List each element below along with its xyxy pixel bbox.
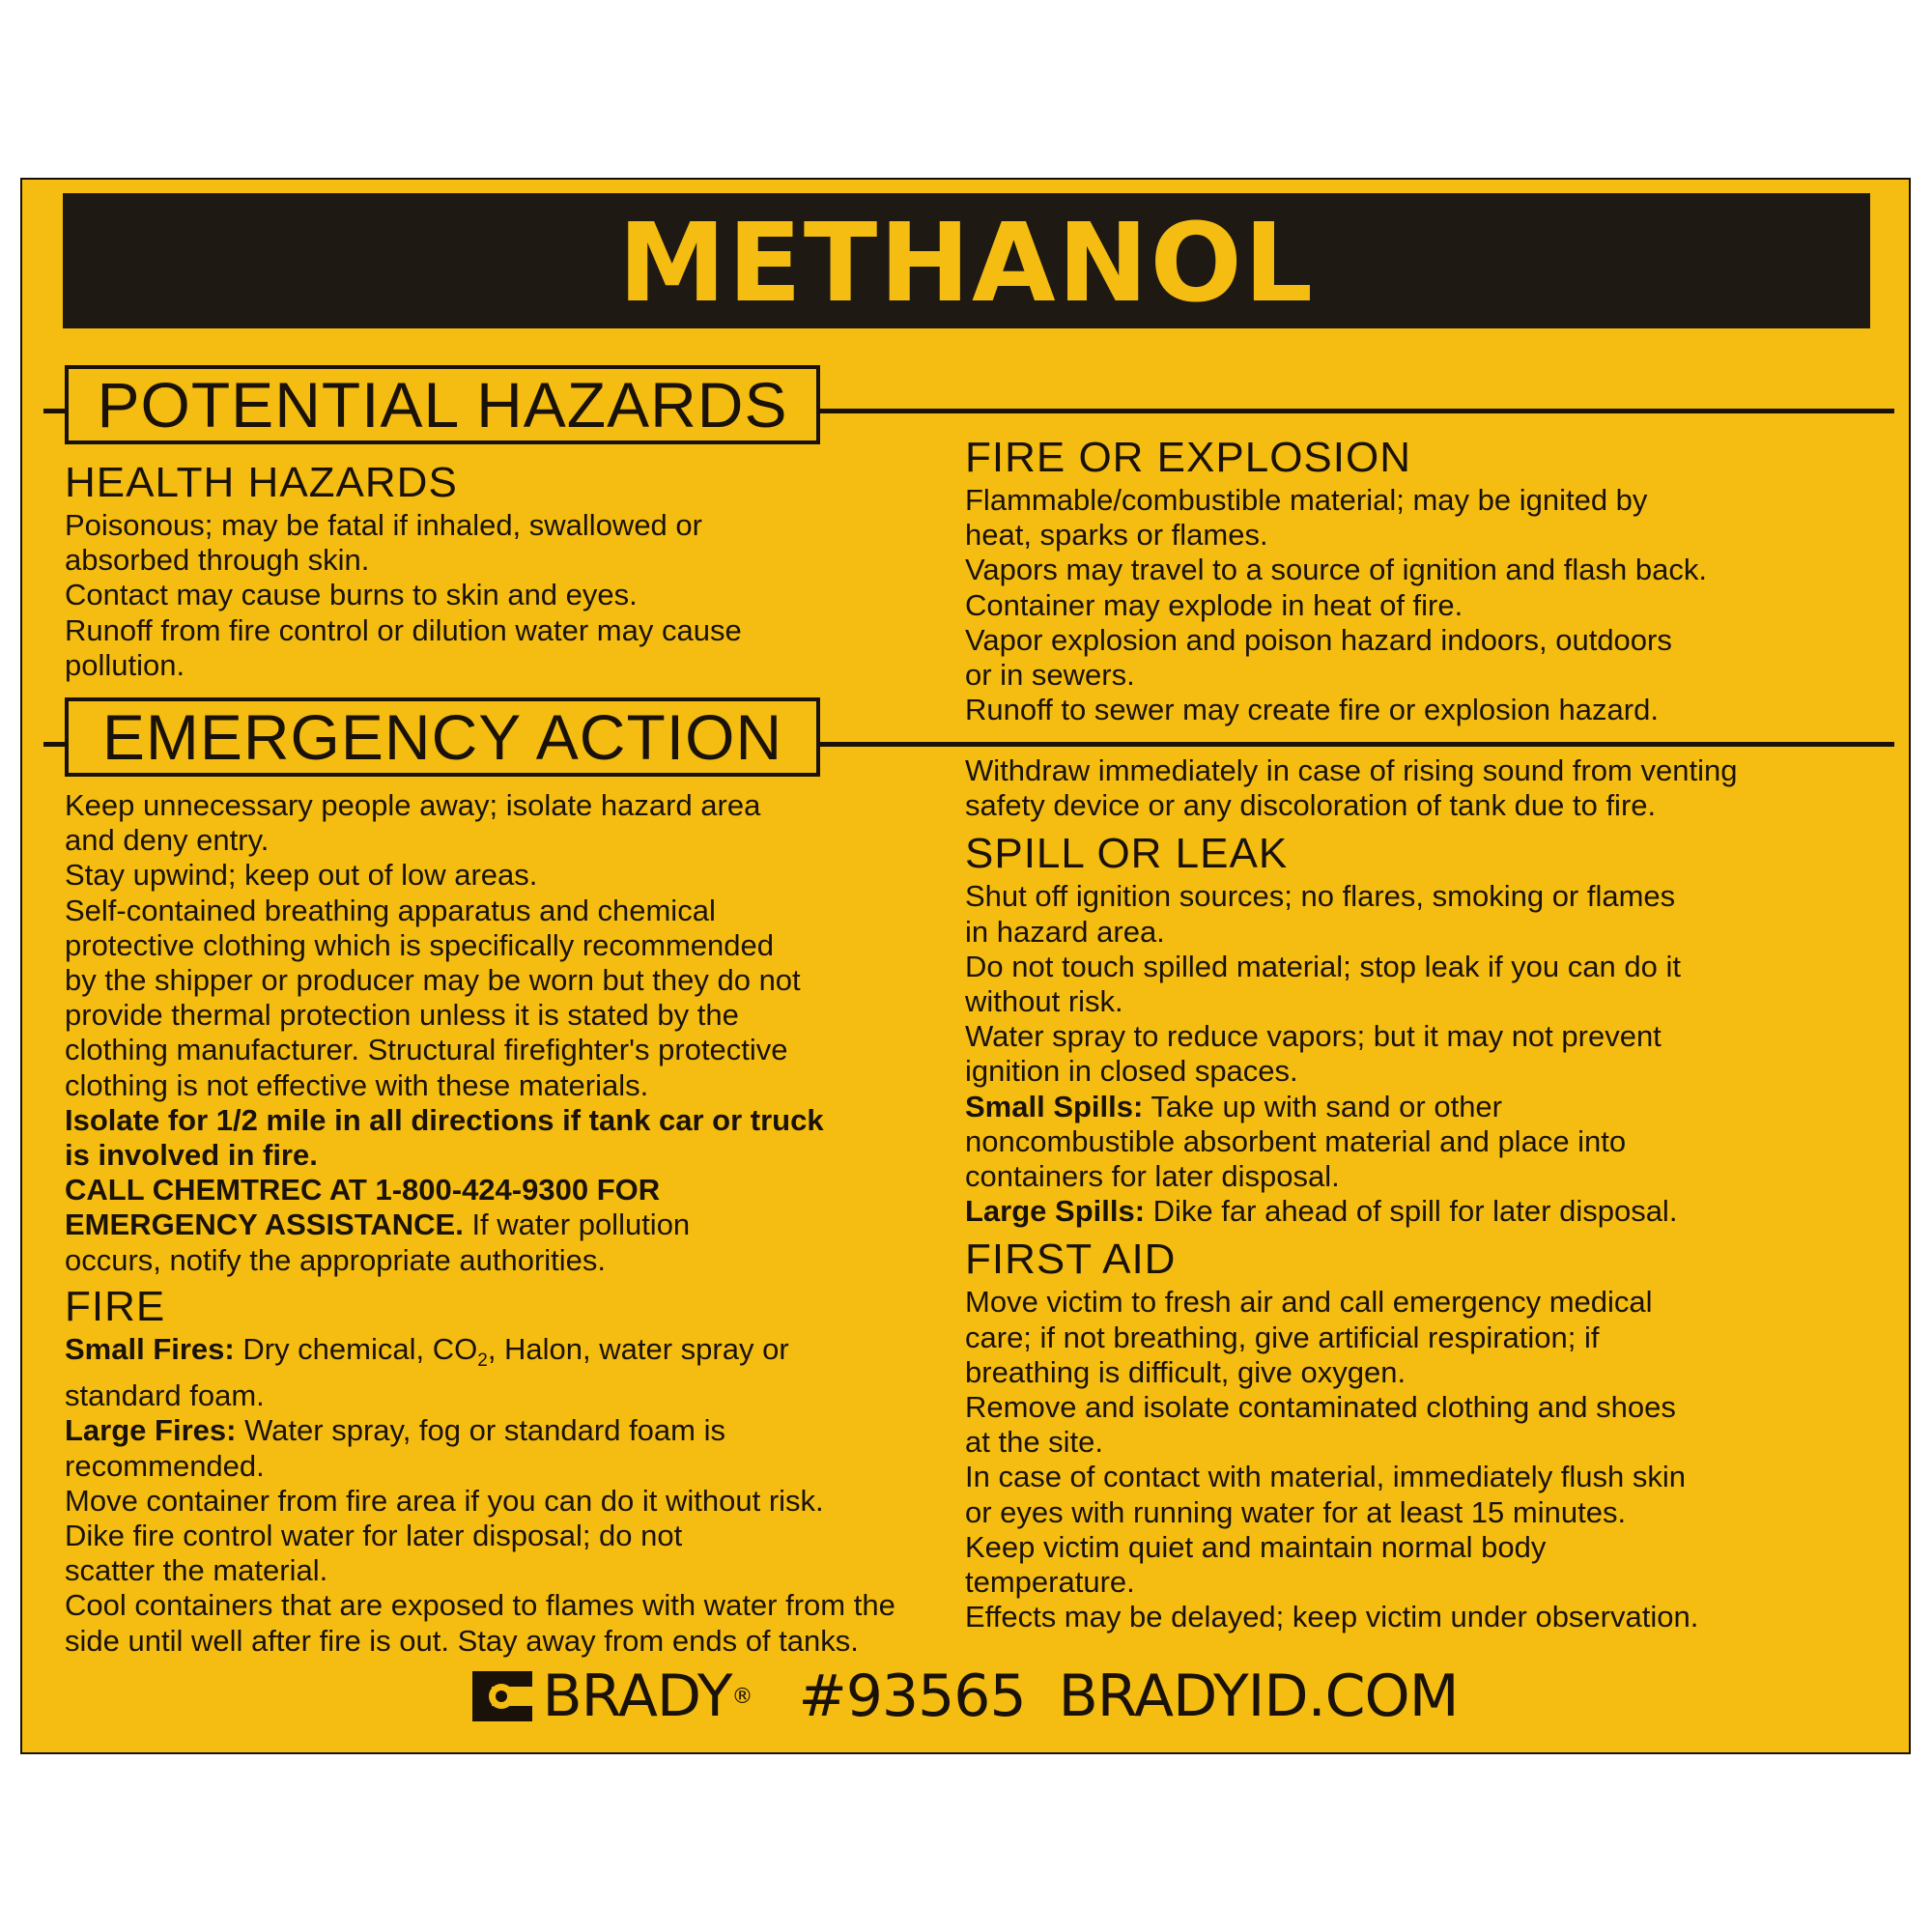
large-fires-text: [65, 1413, 934, 1483]
right-action-column: [965, 753, 1892, 1634]
large-spills-label: Large Spills:: [965, 1194, 1146, 1229]
fire-explosion-heading: FIRE OR EXPLOSION: [965, 434, 1411, 481]
small-spills-text-body: Take up with sand or other noncombustible absorbent material and place into containers for later disposal.: [965, 1089, 1627, 1194]
fire-more-text: Move container from fire area if you can do it without risk. Dike fire control water for later disposal; do not scatter the material. Cool containers that are exposed to flames with water from the side until well after fire is out. Stay away from ends of tanks.: [65, 1483, 895, 1658]
small-fires-label: Small Fires:: [65, 1331, 235, 1366]
health-hazards-heading: HEALTH HAZARDS: [65, 459, 458, 506]
large-spills-text-body: Dike far ahead of spill for later disposal.: [1145, 1194, 1678, 1229]
emergency-action-box: [65, 697, 820, 777]
fire-explosion-section: [965, 433, 1892, 727]
chemtrec-bold-text: CALL CHEMTREC AT 1-800-424-9300 FOR EMERGENCY ASSISTANCE.: [65, 1173, 661, 1242]
chemtrec-rest-text: If water pollution occurs, notify the appropriate authorities.: [65, 1208, 691, 1277]
spill-leak-heading: SPILL OR LEAK: [965, 830, 1289, 878]
website: BRADYID.COM: [1058, 1662, 1459, 1730]
first-aid-heading: FIRST AID: [965, 1236, 1177, 1284]
emergency-action-heading: EMERGENCY ACTION: [101, 701, 783, 773]
potential-hazards-box: [65, 365, 820, 444]
isolate-warning: [65, 1103, 934, 1173]
brand-name: BRADY: [542, 1662, 732, 1730]
methanol-safety-label: [20, 178, 1911, 1754]
small-fires-text-a: Dry chemical, CO: [234, 1331, 478, 1366]
withdraw-text: Withdraw immediately in case of rising sound from venting safety device or any discoloration of tank due to fire.: [965, 753, 1738, 823]
emergency-action-section: [65, 788, 934, 1659]
small-fires-text: [65, 1332, 934, 1414]
small-spills-text: [965, 1090, 1892, 1195]
health-hazards-section: [65, 458, 934, 683]
potential-hazards-rule-right: [818, 409, 1894, 413]
large-fires-text-body: Water spray, fog or standard foam is recommended.: [65, 1413, 725, 1483]
part-number: #93565: [798, 1662, 1026, 1730]
footer: [22, 1658, 1909, 1735]
isolate-warning-text: Isolate for 1/2 mile in all directions if tank car or truck is involved in fire.: [65, 1102, 824, 1173]
potential-hazards-heading: POTENTIAL HAZARDS: [97, 369, 788, 440]
small-spills-label: Small Spills:: [965, 1089, 1144, 1123]
emergency-action-rule-right: [818, 742, 1894, 747]
large-spills-text: [965, 1194, 1892, 1229]
brady-logo-icon: [472, 1671, 532, 1721]
fire-heading: FIRE: [65, 1282, 166, 1330]
health-hazards-text: Poisonous; may be fatal if inhaled, swallowed or absorbed through skin. Contact may cause burns to skin and eyes. Runoff from fire control or dilution water may cause pollution.: [65, 508, 742, 682]
first-aid-text: Move victim to fresh air and call emergency medical care; if not breathing, give artificial respiration; if breathing is difficult, give oxygen. Remove and isolate contaminated clothing and shoes at the site. In case of contact with material, immediately flush skin or eyes with running water for at least 15 minutes. Keep victim quiet and maintain normal body temperature. Effects may be delayed; keep victim under observation.: [965, 1285, 1699, 1634]
brady-logo: [472, 1662, 752, 1730]
chemtrec-notice: [65, 1173, 934, 1278]
title-bar: [63, 193, 1870, 328]
fire-explosion-text: Flammable/combustible material; may be ignited by heat, sparks or flames. Vapors may travel to a source of ignition and flash back. Container may explode in heat of fire. Vapor explosion and poison hazard indoors, outdoors or in sewers. Runoff to sewer may create fire or explosion hazard.: [965, 483, 1707, 727]
small-fires-text-b: , Halon, water spray or standard foam.: [65, 1331, 789, 1413]
co2-subscript: 2: [477, 1350, 488, 1372]
emergency-intro-text: Keep unnecessary people away; isolate hazard area and deny entry. Stay upwind; keep out of low areas. Self-contained breathing apparatus and chemical protective clothing which is specifically recommended by the shipper or producer may be worn but they do not provide thermal protection unless it is stated by the clothing manufacturer. Structural firefighter's protective clothing is not effective with these materials.: [65, 788, 801, 1102]
registered-mark: ®: [731, 1684, 753, 1709]
large-fires-label: Large Fires:: [65, 1413, 237, 1448]
label-title: METHANOL: [617, 201, 1316, 327]
spill-leak-text: Shut off ignition sources; no flares, smoking or flames in hazard area. Do not touch spilled material; stop leak if you can do it without risk. Water spray to reduce vapors; but it may not prevent ignition in closed spaces.: [965, 879, 1681, 1089]
